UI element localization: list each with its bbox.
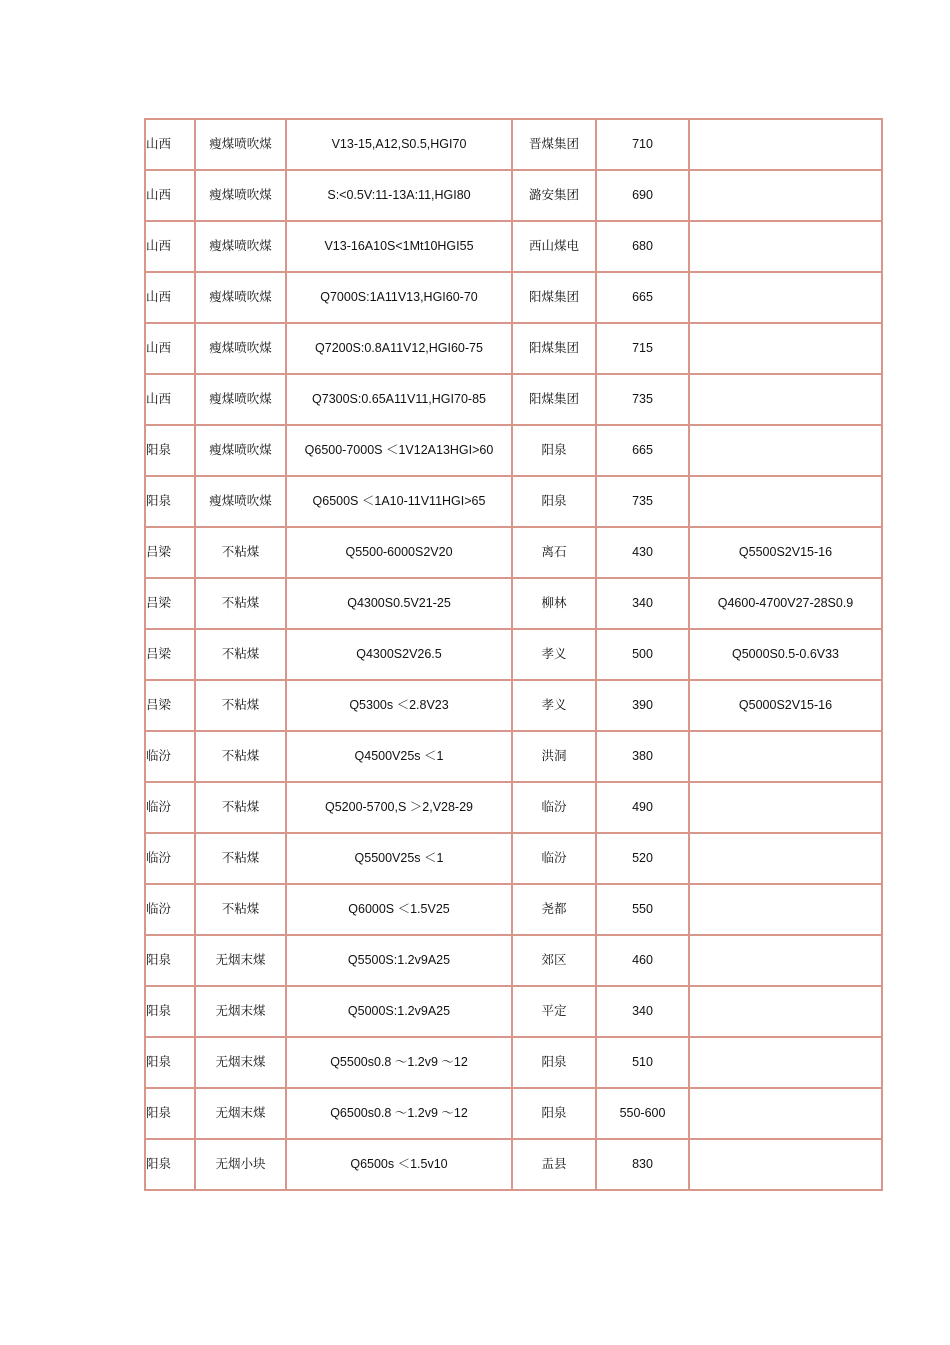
price-cell: 680 bbox=[596, 221, 689, 272]
region-cell: 临汾 bbox=[145, 833, 195, 884]
spec-cell: V13-16A10S<1Mt10HGI55 bbox=[286, 221, 512, 272]
price-cell: 715 bbox=[596, 323, 689, 374]
note-cell bbox=[689, 782, 882, 833]
spec-cell: Q5300s ＜2.8V23 bbox=[286, 680, 512, 731]
region-cell: 吕梁 bbox=[145, 680, 195, 731]
coal-type-cell: 无烟末煤 bbox=[195, 1088, 286, 1139]
spec-cell: Q5500S:1.2v9A25 bbox=[286, 935, 512, 986]
note-cell: Q5500S2V15-16 bbox=[689, 527, 882, 578]
producer-cell: 郊区 bbox=[512, 935, 596, 986]
spec-cell: Q5500-6000S2V20 bbox=[286, 527, 512, 578]
note-cell bbox=[689, 221, 882, 272]
producer-cell: 阳泉 bbox=[512, 1088, 596, 1139]
region-cell: 阳泉 bbox=[145, 425, 195, 476]
producer-cell: 阳煤集团 bbox=[512, 323, 596, 374]
note-cell bbox=[689, 884, 882, 935]
table-row bbox=[145, 680, 882, 731]
producer-cell: 孝义 bbox=[512, 629, 596, 680]
region-cell: 阳泉 bbox=[145, 1037, 195, 1088]
producer-cell: 柳林 bbox=[512, 578, 596, 629]
spec-cell: Q5500s0.8 ～1.2v9 ～12 bbox=[286, 1037, 512, 1088]
producer-cell: 离石 bbox=[512, 527, 596, 578]
coal-type-cell: 无烟末煤 bbox=[195, 1037, 286, 1088]
note-cell bbox=[689, 986, 882, 1037]
producer-cell: 潞安集团 bbox=[512, 170, 596, 221]
note-cell bbox=[689, 323, 882, 374]
note-cell bbox=[689, 833, 882, 884]
coal-type-cell: 瘦煤喷吹煤 bbox=[195, 374, 286, 425]
spec-cell: Q7000S:1A11V13,HGI60-70 bbox=[286, 272, 512, 323]
table-row bbox=[145, 170, 882, 221]
note-cell bbox=[689, 170, 882, 221]
producer-cell: 西山煤电 bbox=[512, 221, 596, 272]
spec-cell: Q5200-5700,S ＞2,V28-29 bbox=[286, 782, 512, 833]
table-row bbox=[145, 119, 882, 170]
producer-cell: 临汾 bbox=[512, 782, 596, 833]
coal-type-cell: 无烟小块 bbox=[195, 1139, 286, 1190]
producer-cell: 阳煤集团 bbox=[512, 374, 596, 425]
coal-type-cell: 瘦煤喷吹煤 bbox=[195, 170, 286, 221]
producer-cell: 尧都 bbox=[512, 884, 596, 935]
spec-cell: Q6500s0.8 ～1.2v9 ～12 bbox=[286, 1088, 512, 1139]
spec-cell: Q4300S0.5V21-25 bbox=[286, 578, 512, 629]
region-cell: 阳泉 bbox=[145, 1088, 195, 1139]
spec-cell: Q4500V25s ＜1 bbox=[286, 731, 512, 782]
price-cell: 390 bbox=[596, 680, 689, 731]
producer-cell: 阳煤集团 bbox=[512, 272, 596, 323]
note-cell bbox=[689, 425, 882, 476]
producer-cell: 阳泉 bbox=[512, 476, 596, 527]
table-row bbox=[145, 1139, 882, 1190]
spec-cell: Q6500s ＜1.5v10 bbox=[286, 1139, 512, 1190]
table-row bbox=[145, 833, 882, 884]
producer-cell: 平定 bbox=[512, 986, 596, 1037]
price-cell: 830 bbox=[596, 1139, 689, 1190]
table-row bbox=[145, 731, 882, 782]
table-row bbox=[145, 986, 882, 1037]
price-cell: 520 bbox=[596, 833, 689, 884]
price-cell: 735 bbox=[596, 476, 689, 527]
price-cell: 510 bbox=[596, 1037, 689, 1088]
coal-type-cell: 不粘煤 bbox=[195, 578, 286, 629]
region-cell: 山西 bbox=[145, 323, 195, 374]
coal-type-cell: 不粘煤 bbox=[195, 884, 286, 935]
table-row bbox=[145, 629, 882, 680]
table-row bbox=[145, 476, 882, 527]
price-cell: 665 bbox=[596, 425, 689, 476]
coal-type-cell: 瘦煤喷吹煤 bbox=[195, 425, 286, 476]
note-cell bbox=[689, 1088, 882, 1139]
coal-type-cell: 瘦煤喷吹煤 bbox=[195, 323, 286, 374]
table-row bbox=[145, 527, 882, 578]
spec-cell: V13-15,A12,S0.5,HGI70 bbox=[286, 119, 512, 170]
region-cell: 阳泉 bbox=[145, 935, 195, 986]
note-cell: Q4600-4700V27-28S0.9 bbox=[689, 578, 882, 629]
region-cell: 临汾 bbox=[145, 782, 195, 833]
note-cell bbox=[689, 1037, 882, 1088]
producer-cell: 孝义 bbox=[512, 680, 596, 731]
region-cell: 山西 bbox=[145, 221, 195, 272]
table-row bbox=[145, 782, 882, 833]
spec-cell: Q7200S:0.8A11V12,HGI60-75 bbox=[286, 323, 512, 374]
producer-cell: 盂县 bbox=[512, 1139, 596, 1190]
note-cell bbox=[689, 731, 882, 782]
note-cell bbox=[689, 272, 882, 323]
note-cell bbox=[689, 119, 882, 170]
price-cell: 460 bbox=[596, 935, 689, 986]
spec-cell: Q7300S:0.65A11V11,HGI70-85 bbox=[286, 374, 512, 425]
region-cell: 吕梁 bbox=[145, 629, 195, 680]
region-cell: 吕梁 bbox=[145, 527, 195, 578]
note-cell: Q5000S0.5-0.6V33 bbox=[689, 629, 882, 680]
price-cell: 690 bbox=[596, 170, 689, 221]
spec-cell: Q6500S ＜1A10-11V11HGI>65 bbox=[286, 476, 512, 527]
spec-cell: Q5000S:1.2v9A25 bbox=[286, 986, 512, 1037]
price-cell: 380 bbox=[596, 731, 689, 782]
table-row bbox=[145, 884, 882, 935]
region-cell: 山西 bbox=[145, 170, 195, 221]
note-cell bbox=[689, 374, 882, 425]
spec-cell: Q5500V25s ＜1 bbox=[286, 833, 512, 884]
coal-type-cell: 瘦煤喷吹煤 bbox=[195, 272, 286, 323]
table-row bbox=[145, 272, 882, 323]
note-cell bbox=[689, 476, 882, 527]
coal-type-cell: 不粘煤 bbox=[195, 833, 286, 884]
spec-cell: S:<0.5V:11-13A:11,HGI80 bbox=[286, 170, 512, 221]
price-cell: 340 bbox=[596, 986, 689, 1037]
region-cell: 临汾 bbox=[145, 731, 195, 782]
spec-cell: Q6500-7000S ＜1V12A13HGI>60 bbox=[286, 425, 512, 476]
producer-cell: 洪洞 bbox=[512, 731, 596, 782]
region-cell: 吕梁 bbox=[145, 578, 195, 629]
coal-price-table bbox=[144, 118, 883, 1191]
table-row bbox=[145, 425, 882, 476]
coal-type-cell: 不粘煤 bbox=[195, 629, 286, 680]
region-cell: 阳泉 bbox=[145, 1139, 195, 1190]
region-cell: 山西 bbox=[145, 374, 195, 425]
note-cell bbox=[689, 935, 882, 986]
coal-type-cell: 瘦煤喷吹煤 bbox=[195, 476, 286, 527]
region-cell: 阳泉 bbox=[145, 476, 195, 527]
note-cell bbox=[689, 1139, 882, 1190]
region-cell: 阳泉 bbox=[145, 986, 195, 1037]
price-cell: 710 bbox=[596, 119, 689, 170]
coal-type-cell: 不粘煤 bbox=[195, 782, 286, 833]
table-row bbox=[145, 1088, 882, 1139]
coal-type-cell: 无烟末煤 bbox=[195, 935, 286, 986]
spec-cell: Q6000S ＜1.5V25 bbox=[286, 884, 512, 935]
price-cell: 550-600 bbox=[596, 1088, 689, 1139]
price-cell: 490 bbox=[596, 782, 689, 833]
coal-type-cell: 不粘煤 bbox=[195, 731, 286, 782]
table-row bbox=[145, 323, 882, 374]
coal-type-cell: 无烟末煤 bbox=[195, 986, 286, 1037]
table-row bbox=[145, 374, 882, 425]
spec-cell: Q4300S2V26.5 bbox=[286, 629, 512, 680]
producer-cell: 临汾 bbox=[512, 833, 596, 884]
coal-type-cell: 瘦煤喷吹煤 bbox=[195, 221, 286, 272]
coal-type-cell: 不粘煤 bbox=[195, 527, 286, 578]
table-row bbox=[145, 221, 882, 272]
region-cell: 临汾 bbox=[145, 884, 195, 935]
price-cell: 550 bbox=[596, 884, 689, 935]
price-cell: 500 bbox=[596, 629, 689, 680]
price-cell: 735 bbox=[596, 374, 689, 425]
price-cell: 340 bbox=[596, 578, 689, 629]
table-row bbox=[145, 935, 882, 986]
table-row bbox=[145, 578, 882, 629]
coal-type-cell: 不粘煤 bbox=[195, 680, 286, 731]
producer-cell: 晋煤集团 bbox=[512, 119, 596, 170]
region-cell: 山西 bbox=[145, 272, 195, 323]
price-cell: 665 bbox=[596, 272, 689, 323]
producer-cell: 阳泉 bbox=[512, 1037, 596, 1088]
table-row bbox=[145, 1037, 882, 1088]
price-cell: 430 bbox=[596, 527, 689, 578]
region-cell: 山西 bbox=[145, 119, 195, 170]
note-cell: Q5000S2V15-16 bbox=[689, 680, 882, 731]
coal-type-cell: 瘦煤喷吹煤 bbox=[195, 119, 286, 170]
table-body bbox=[145, 119, 882, 1190]
producer-cell: 阳泉 bbox=[512, 425, 596, 476]
